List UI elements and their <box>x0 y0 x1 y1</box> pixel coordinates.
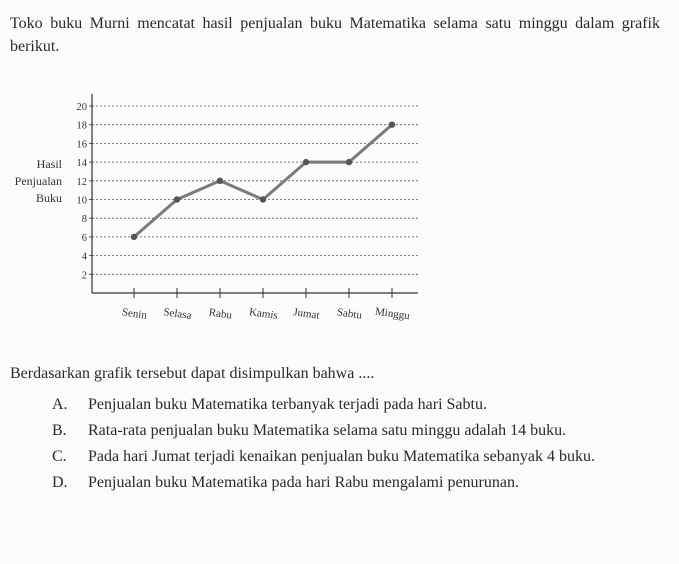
data-point-rabu <box>217 178 223 184</box>
line-chart <box>0 84 440 344</box>
y-tick-label-16: 16 <box>76 139 87 151</box>
x-tick-label-minggu: Minggu <box>374 305 411 323</box>
data-point-sabtu <box>346 159 352 165</box>
x-tick-label-jumat: Jumat <box>292 306 321 322</box>
question-text: Berdasarkan grafik tersebut dapat disimpulkan bahwa .... <box>10 365 375 382</box>
option-b[interactable] <box>52 419 652 442</box>
y-tick-label-20: 20 <box>76 102 87 113</box>
data-point-senin <box>131 234 137 240</box>
data-point-kamis <box>260 196 266 202</box>
data-point-selasa <box>174 196 180 202</box>
option-d-text: Penjualan buku Matematika pada hari Rabu mengalami penurunan. <box>88 474 519 491</box>
y-tick-label-14: 14 <box>76 158 87 170</box>
data-point-jumat <box>303 159 309 165</box>
intro-text: Toko buku Murni mencatat hasil penjualan buku Matematika selama satu minggu dalam grafik berikut. <box>10 15 660 55</box>
y-tick-label-2: 2 <box>81 270 87 282</box>
x-tick-label-kamis: Kamis <box>248 306 279 322</box>
y-tick-label-10: 10 <box>76 195 87 207</box>
option-d-letter: D. <box>52 474 68 491</box>
y-axis-label-line-2: Buku <box>35 191 62 205</box>
y-tick-label-6: 6 <box>81 232 87 244</box>
y-tick-label-12: 12 <box>76 176 87 188</box>
option-a-letter: A. <box>52 396 68 413</box>
option-c-text: Pada hari Jumat terjadi kenaikan penjualan buku Matematika sebanyak 4 buku. <box>88 448 595 465</box>
data-point-minggu <box>389 122 395 128</box>
x-tick-label-senin: Senin <box>121 306 148 322</box>
x-tick-label-rabu: Rabu <box>208 306 233 322</box>
y-axis-label-line-1: Penjualan <box>14 174 62 188</box>
x-tick-label-sabtu: Sabtu <box>336 306 363 322</box>
x-tick-label-selasa: Selasa <box>162 306 193 322</box>
y-tick-label-4: 4 <box>81 251 87 263</box>
option-b-letter: B. <box>52 422 67 439</box>
option-a-text: Penjualan buku Matematika terbanyak terjadi pada hari Sabtu. <box>88 396 487 413</box>
answer-options <box>52 393 652 497</box>
option-b-text: Rata-rata penjualan buku Matematika selama satu minggu adalah 14 buku. <box>88 422 567 439</box>
y-axis-label-line-0: Hasil <box>36 157 62 171</box>
option-a[interactable] <box>52 393 652 416</box>
option-c[interactable] <box>52 445 652 468</box>
y-tick-label-8: 8 <box>81 214 87 226</box>
y-tick-label-18: 18 <box>76 120 87 132</box>
option-c-letter: C. <box>52 448 67 465</box>
option-d[interactable] <box>52 471 652 494</box>
